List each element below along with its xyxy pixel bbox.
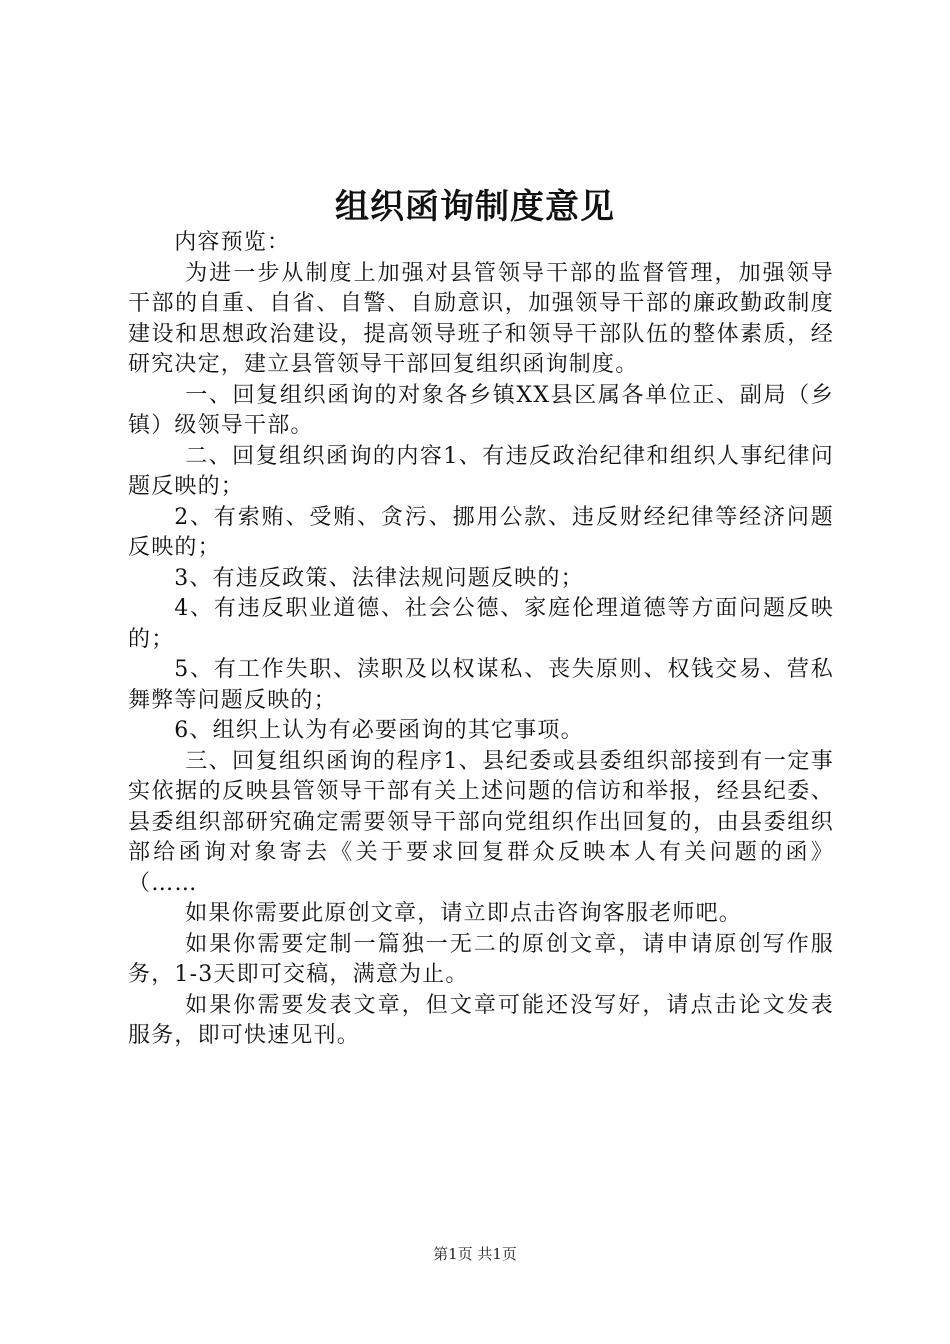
paragraph-intro: 为进一步从制度上加强对县管领导干部的监督管理，加强领导干部的自重、自省、自警、自励意识，加强领导干部的廉政勤政制度建设和思想政治建设，提高领导班子和领导干部队伍的整体素质，经研究决定，建立县管领导干部回复组织函询制度。 bbox=[128, 260, 834, 377]
paragraph-section-2: 二、回复组织函询的内容1、有违反政治纪律和组织人事纪律问题反映的； bbox=[128, 443, 834, 499]
page-footer: 第1页 共1页 bbox=[433, 1245, 517, 1263]
paragraph-section-1: 一、回复组织函询的对象各乡镇XX县区属各单位正、副局（乡镇）级领导干部。 bbox=[128, 382, 834, 438]
paragraph-item-5: 5、有工作失职、渎职及以权谋私、丧失原则、权钱交易、营私舞弊等问题反映的； bbox=[128, 657, 834, 713]
document-title: 组织函询制度意见 bbox=[335, 187, 615, 227]
paragraph-item-6: 6、组织上认为有必要函询的其它事项。 bbox=[174, 718, 584, 743]
paragraph-item-2: 2、有索贿、受贿、贪污、挪用公款、违反财经纪律等经济问题反映的； bbox=[128, 504, 834, 560]
paragraph-item-4: 4、有违反职业道德、社会公德、家庭伦理道德等方面问题反映的； bbox=[128, 596, 834, 652]
paragraph-item-3: 3、有违反政策、法律法规问题反映的； bbox=[174, 565, 584, 591]
paragraph-promo-3: 如果你需要发表文章，但文章可能还没写好，请点击论文发表服务，即可快速见刊。 bbox=[128, 992, 834, 1048]
paragraph-promo-2: 如果你需要定制一篇独一无二的原创文章，请申请原创写作服务，1-3天即可交稿，满意为止。 bbox=[128, 931, 834, 987]
document-body bbox=[128, 228, 834, 1052]
preview-label: 内容预览： bbox=[174, 230, 291, 255]
paragraph-section-3: 三、回复组织函询的程序1、县纪委或县委组织部接到有一定事实依据的反映县管领导干部有关上述问题的信访和举报，经县纪委、县委组织部研究确定需要领导干部向党组织作出回复的，由县委组织部给函询对象寄去《关于要求回复群众反映本人有关问题的函》（…… bbox=[128, 748, 834, 896]
paragraph-promo-1: 如果你需要此原创文章，请立即点击咨询客服老师吧。 bbox=[185, 901, 742, 926]
